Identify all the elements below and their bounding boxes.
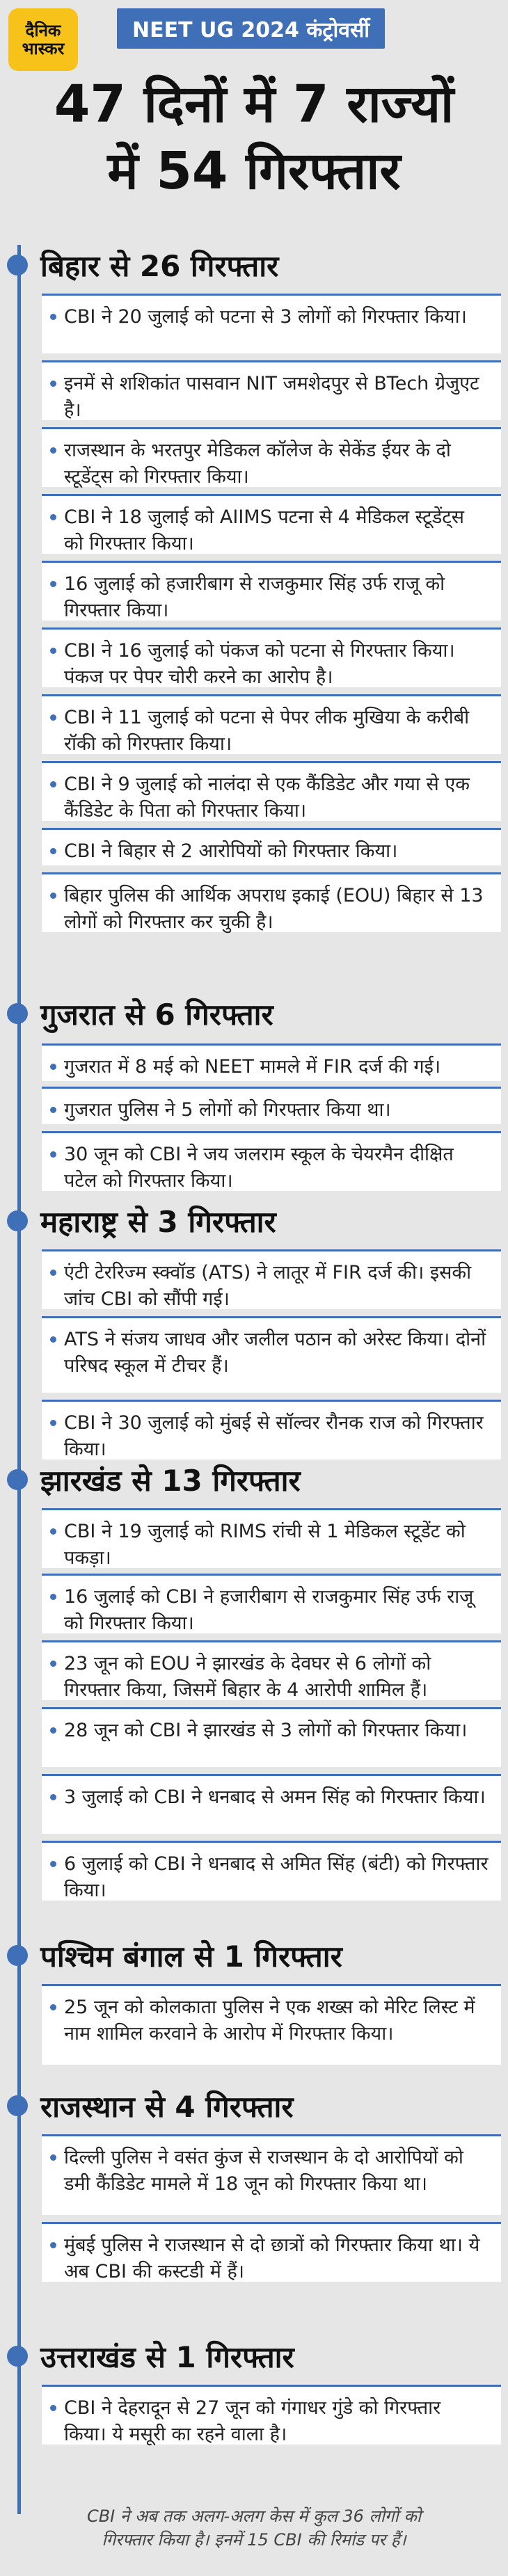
arrest-item: दिल्ली पुलिस ने वसंत कुंज से राजस्थान के दो आरोपियों को डमी कैंडिडेट मामले में 18 जून को गिरफ्तार किया था। [42, 2134, 501, 2215]
section-title: झारखंड से 13 गिरफ्तार [40, 1464, 301, 1498]
section-title: उत्तराखंड से 1 गिरफ्तार [40, 2340, 294, 2374]
timeline-line [17, 245, 21, 2514]
dainik-bhaskar-logo [8, 8, 78, 71]
arrest-item: CBI ने 16 जुलाई को पंकज को पटना से गिरफ्तार किया। पंकज पर पेपर चोरी करने का आरोप है। [42, 627, 501, 687]
timeline-marker [7, 1003, 28, 1024]
arrest-item: राजस्थान के भरतपुर मेडिकल कॉलेज के सेकेंड ईयर के दो स्टूडेंट्स को गिरफ्तार किया। [42, 427, 501, 487]
section-title: राजस्थान से 4 गिरफ्तार [40, 2090, 294, 2124]
timeline-marker [7, 255, 28, 275]
arrest-item: एंटी टेररिज्म स्क्वॉड (ATS) ने लातूर में FIR दर्ज की। इसकी जांच CBI को सौंपी गई। [42, 1249, 501, 1309]
logo-line-1: दैनिक [25, 21, 61, 40]
section-heading [0, 2336, 508, 2379]
arrest-item: गुजरात में 8 मई को NEET मामले में FIR दर्ज की गई। [42, 1043, 501, 1081]
arrest-item: 16 जुलाई को हजारीबाग से राजकुमार सिंह उर्फ राजू को गिरफ्तार किया। [42, 561, 501, 621]
section-heading [0, 1935, 508, 1978]
section-heading [0, 245, 508, 288]
logo-line-2: भास्कर [22, 39, 65, 58]
section-heading [0, 2086, 508, 2129]
section-title: पश्चिम बंगाल से 1 गिरफ्तार [40, 1939, 342, 1974]
section-title: बिहार से 26 गिरफ्तार [40, 249, 279, 283]
arrest-item: इनमें से शशिकांत पासवान NIT जमशेदपुर से BTech ग्रेजुएट है। [42, 360, 501, 420]
timeline-marker [7, 2346, 28, 2367]
arrest-item: 25 जून को कोलकाता पुलिस ने एक शख्स को मेरिट लिस्ट में नाम शामिल करवाने के आरोप में गिरफ्तार किया। [42, 1984, 501, 2065]
arrest-item: ATS ने संजय जाधव और जलील पठान को अरेस्ट किया। दोनों परिषद स्कूल में टीचर हैं। [42, 1316, 501, 1393]
footer-line-1: CBI ने अब तक अलग-अलग केस में कुल 36 लोगों को [86, 2506, 422, 2526]
arrest-item: गुजरात पुलिस ने 5 लोगों को गिरफ्तार किया था। [42, 1087, 501, 1124]
section-title: महाराष्ट्र से 3 गिरफ्तार [40, 1205, 276, 1239]
arrest-item: CBI ने 18 जुलाई को AIIMS पटना से 4 मेडिकल स्टूडेंट्स को गिरफ्तार किया। [42, 494, 501, 554]
topic-tag: NEET UG 2024 कंट्रोवर्सी [117, 8, 385, 49]
arrest-item: 30 जून को CBI ने जय जलराम स्कूल के चेयरमैन दीक्षित पटेल को गिरफ्तार किया। [42, 1131, 501, 1191]
arrest-item: CBI ने 11 जुलाई को पटना से पेपर लीक मुखिया के करीबी रॉकी को गिरफ्तार किया। [42, 694, 501, 754]
arrest-item: 3 जुलाई को CBI ने धनबाद से अमन सिंह को गिरफ्तार किया। [42, 1774, 501, 1834]
arrest-item: CBI ने 30 जुलाई को मुंबई से सॉल्वर रौनक राज को गिरफ्तार किया। [42, 1400, 501, 1459]
arrest-item: मुंबई पुलिस ने राजस्थान से दो छात्रों को गिरफ्तार किया था। ये अब CBI की कस्टडी में हैं। [42, 2222, 501, 2282]
timeline-marker [7, 1469, 28, 1490]
arrest-item: CBI ने 9 जुलाई को नालंदा से एक कैंडिडेट और गया से एक कैंडिडेट के पिता को गिरफ्तार किया। [42, 761, 501, 821]
arrest-item: CBI ने 19 जुलाई को RIMS रांची से 1 मेडिकल स्टूडेंट को पकड़ा। [42, 1508, 501, 1568]
footer-line-2: गिरफ्तार किया है। इनमें 15 CBI की रिमांड पर हैं। [102, 2530, 406, 2550]
arrest-item: 23 जून को EOU ने झारखंड के देवघर से 6 लोगों को गिरफ्तार किया, जिसमें बिहार के 4 आरोपी शामिल हैं। [42, 1640, 501, 1700]
arrest-item: 6 जुलाई को CBI ने धनबाद से अमित सिंह (बंटी) को गिरफ्तार किया। [42, 1841, 501, 1901]
arrest-item: CBI ने 20 जुलाई को पटना से 3 लोगों को गिरफ्तार किया। [42, 294, 501, 353]
section-title: गुजरात से 6 गिरफ्तार [40, 998, 273, 1032]
arrest-item: CBI ने देहरादून से 27 जून को गंगाधर गुंडे को गिरफ्तार किया। ये मसूरी का रहने वाला है। [42, 2385, 501, 2445]
headline [0, 71, 508, 205]
footer-note [0, 2504, 508, 2552]
timeline-marker [7, 2095, 28, 2116]
section-heading [0, 1459, 508, 1503]
arrest-item: CBI ने बिहार से 2 आरोपियों को गिरफ्तार किया। [42, 828, 501, 865]
headline-line-2: में 54 गिरफ्तार [107, 141, 401, 201]
arrest-item: 28 जून को CBI ने झारखंड से 3 लोगों को गिरफ्तार किया। [42, 1707, 501, 1767]
section-heading [0, 993, 508, 1037]
timeline-marker [7, 1945, 28, 1966]
arrest-item: 16 जुलाई को CBI ने हजारीबाग से राजकुमार सिंह उर्फ राजू को गिरफ्तार किया। [42, 1574, 501, 1633]
header [0, 0, 508, 209]
arrest-item: बिहार पुलिस की आर्थिक अपराध इकाई (EOU) बिहार से 13 लोगों को गिरफ्तार कर चुकी है। [42, 872, 501, 932]
headline-line-1: 47 दिनों में 7 राज्यों [54, 74, 454, 134]
timeline-marker [7, 1210, 28, 1231]
section-heading [0, 1201, 508, 1244]
